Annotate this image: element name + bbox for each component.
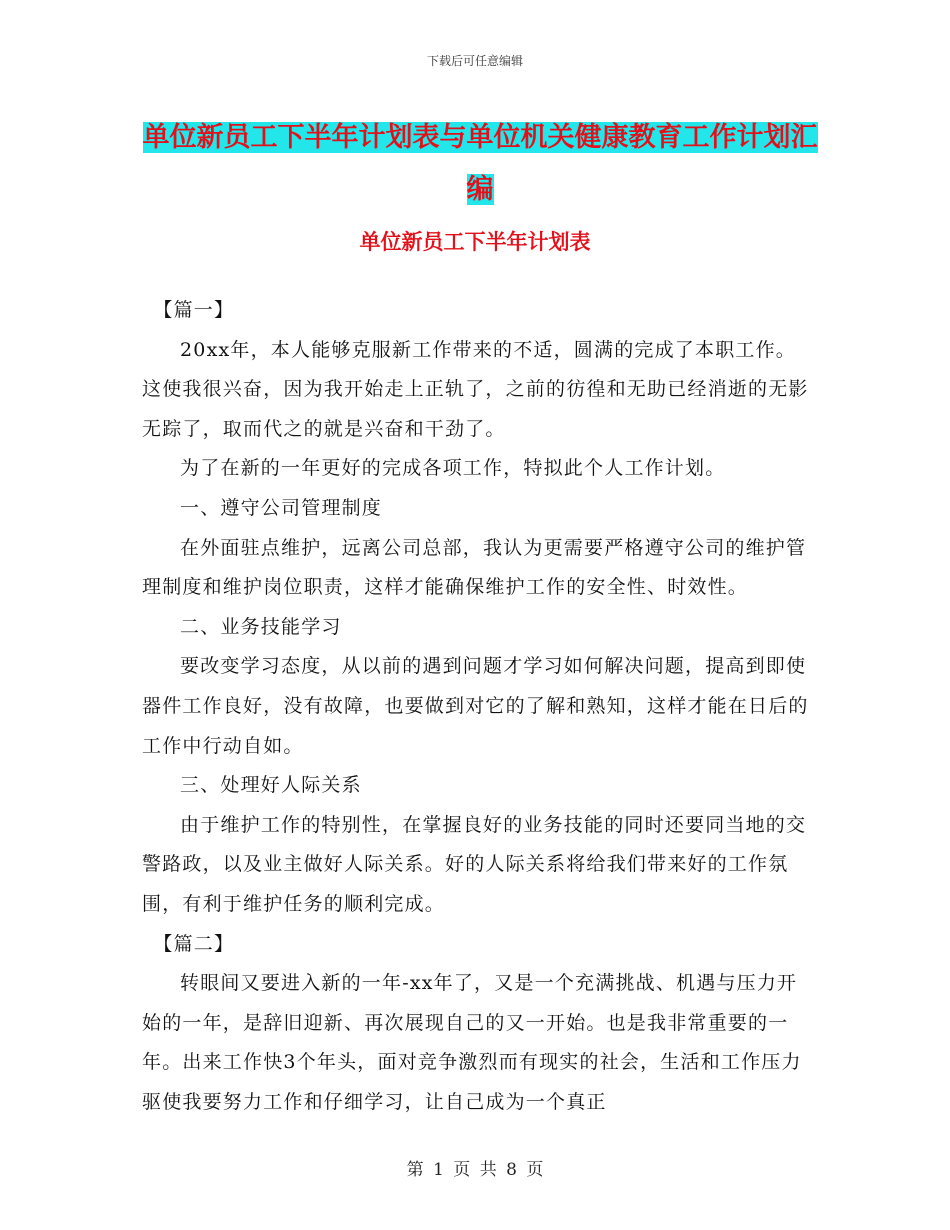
paragraph: 20xx年，本人能够克服新工作带来的不适，圆满的完成了本职工作。这使我很兴奋，因为我开始走上正轨了，之前的彷徨和无助已经消逝的无影无踪了，取而代之的就是兴奋和干劲了。 (142, 338, 809, 440)
subheading: 三、处理好人际关系 (180, 774, 362, 797)
header-note: 下载后可任意编辑 (426, 54, 523, 68)
subheading: 一、遵守公司管理制度 (180, 496, 383, 519)
paragraph: 在外面驻点维护，远离公司总部，我认为更需要严格遵守公司的维护管理制度和维护岗位职责，这样才能确保维护工作的安全性、时效性。 (142, 536, 807, 599)
subheading: 二、业务技能学习 (180, 615, 342, 638)
document-body (142, 291, 810, 1122)
document-title-text: 单位新员工下半年计划表与单位机关健康教育工作计划汇编 (142, 122, 818, 205)
page-number-footer: 第 1 页 共 8 页 (406, 1160, 544, 1180)
part-one-heading: 【篇一】 (153, 299, 235, 321)
paragraph: 由于维护工作的特别性，在掌握良好的业务技能的同时还要同当地的交警路政，以及业主做好人际关系。好的人际关系将给我们带来好的工作氛围，有利于维护任务的顺利完成。 (142, 813, 807, 915)
paragraph: 要改变学习态度，从以前的遇到问题才学习如何解决问题，提高到即使器件工作良好，没有故障，也要做到对它的了解和熟知，这样才能在日后的工作中行动自如。 (142, 655, 809, 757)
part-two-heading: 【篇二】 (153, 932, 235, 955)
paragraph: 转眼间又要进入新的一年-xx年了，又是一个充满挑战、机遇与压力开始的一年，是辞旧迎新、再次展现自己的又一开始。也是我非常重要的一年。出来工作快3个年头，面对竞争激烈而有现实的社会，生活和工作压力驱使我要努力工作和仔细学习，让自己成为一个真正 (142, 972, 802, 1113)
document-title (140, 112, 820, 216)
section-title: 单位新员工下半年计划表 (359, 230, 591, 254)
paragraph: 为了在新的一年更好的完成各项工作，特拟此个人工作计划。 (180, 457, 726, 480)
